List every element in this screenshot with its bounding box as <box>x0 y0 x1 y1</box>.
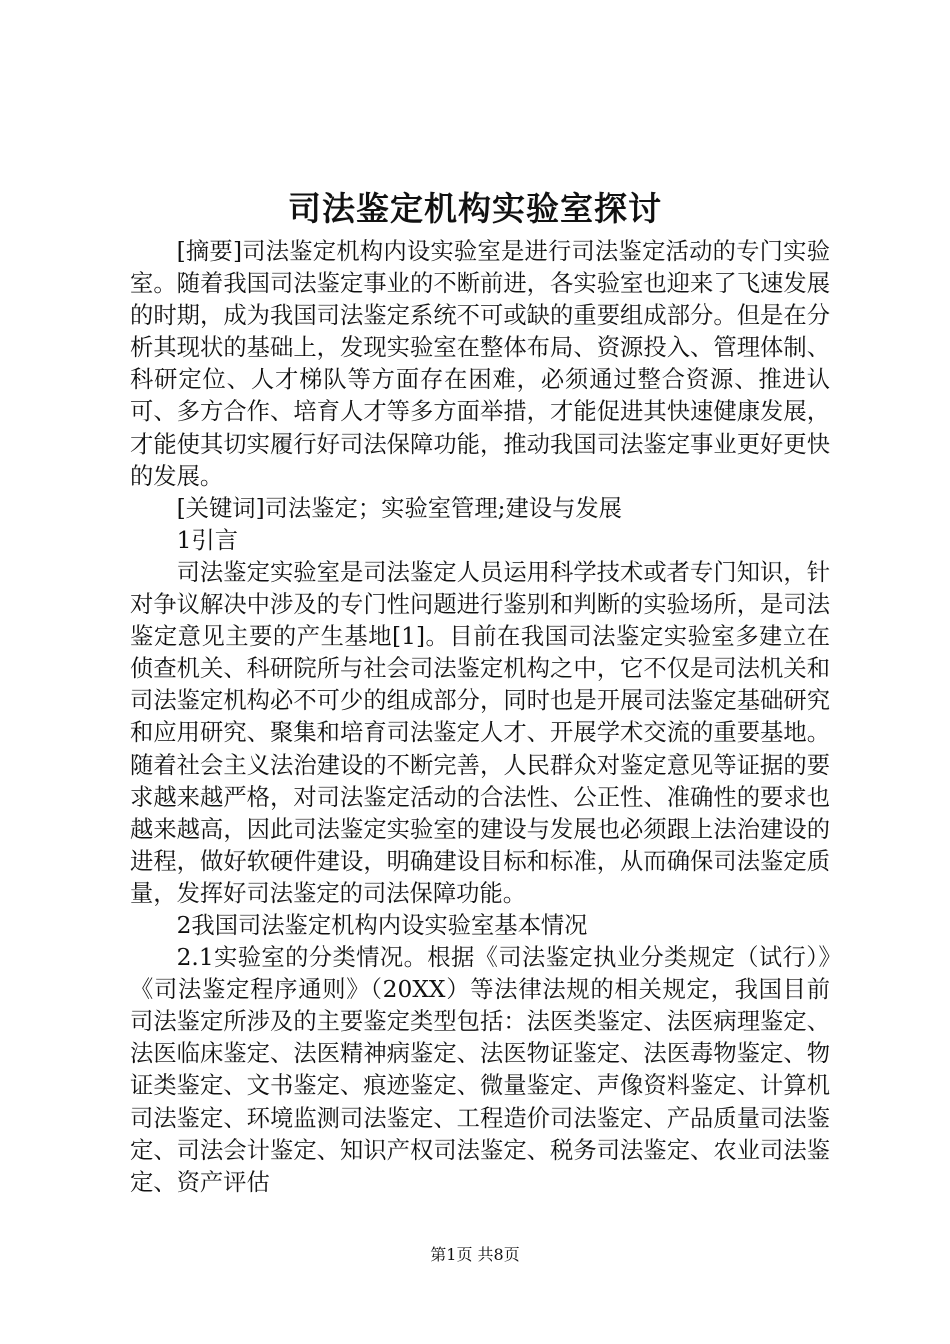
introduction-paragraph: 司法鉴定实验室是司法鉴定人员运用科学技术或者专门知识，针对争议解决中涉及的专门性问题进行鉴别和判断的实验场所，是司法鉴定意见主要的产生基地[1]。目前在我国司法鉴定实验室多建立在侦查机关、科研院所与社会司法鉴定机构之中，它不仅是司法机关和司法鉴定机构必不可少的组成部分，同时也是开展司法鉴定基础研究和应用研究、聚集和培育司法鉴定人才、开展学术交流的重要基地。随着社会主义法治建设的不断完善，人民群众对鉴定意见等证据的要求越来越严格，对司法鉴定活动的合法性、公正性、准确性的要求也越来越高，因此司法鉴定实验室的建设与发展也必须跟上法治建设的进程，做好软硬件建设，明确建设目标和标准，从而确保司法鉴定质量，发挥好司法鉴定的司法保障功能。 <box>130 558 830 907</box>
classification-paragraph: 2.1实验室的分类情况。根据《司法鉴定执业分类规定（试行）》《司法鉴定程序通则》（20XX）等法律法规的相关规定，我国目前司法鉴定所涉及的主要鉴定类型包括：法医类鉴定、法医病理鉴定、法医临床鉴定、法医精神病鉴定、法医物证鉴定、法医毒物鉴定、物证类鉴定、文书鉴定、痕迹鉴定、微量鉴定、声像资料鉴定、计算机司法鉴定、环境监测司法鉴定、工程造价司法鉴定、产品质量司法鉴定、司法会计鉴定、知识产权司法鉴定、税务司法鉴定、农业司法鉴定、资产评估 <box>130 944 830 1196</box>
section-heading-basic-situation: 2我国司法鉴定机构内设实验室基本情况 <box>176 911 588 939</box>
document-body <box>130 236 830 1199</box>
abstract-paragraph: [摘要]司法鉴定机构内设实验室是进行司法鉴定活动的专门实验室。随着我国司法鉴定事业的不断前进，各实验室也迎来了飞速发展的时期，成为我国司法鉴定系统不可或缺的重要组成部分。但是在分析其现状的基础上，发现实验室在整体布局、资源投入、管理体制、科研定位、人才梯队等方面存在困难，必须通过整合资源、推进认可、多方合作、培育人才等多方面举措，才能促进其快速健康发展，才能使其切实履行好司法保障功能，推动我国司法鉴定事业更好更快的发展。 <box>130 238 830 490</box>
document-title: 司法鉴定机构实验室探讨 <box>288 189 662 228</box>
page-footer: 第1页 共8页 <box>430 1245 520 1264</box>
section-heading-introduction: 1引言 <box>176 526 239 554</box>
keywords-paragraph: [关键词]司法鉴定；实验室管理;建设与发展 <box>176 494 622 522</box>
